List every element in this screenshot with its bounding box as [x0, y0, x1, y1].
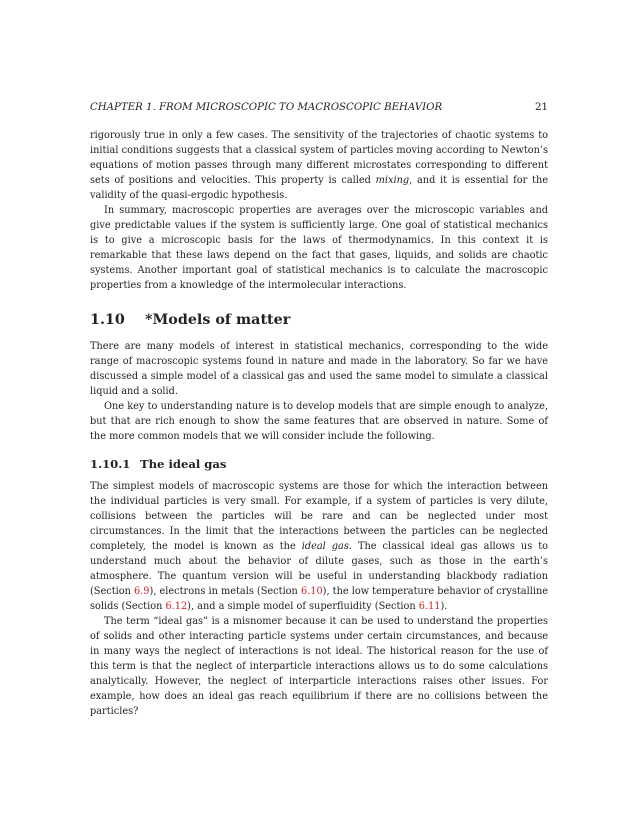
subsection-title: The ideal gas — [140, 457, 227, 471]
paragraph — [90, 128, 548, 203]
section-heading — [90, 311, 548, 329]
section-link[interactable]: 6.11 — [418, 601, 441, 612]
text-run: The simplest models of macroscopic systems are those for which the interaction between the individual particles is very small. For example, if a system of particles is very dilute, collisions between the particles will be rare and can be neglected under most circumstances. In the limit that the interactions between the particles can be neglected completely, the model is known as the — [90, 481, 548, 552]
paragraph: There are many models of interest in statistical mechanics, corresponding to the wide range of macroscopic systems found in nature and made in the laboratory. So far we have discussed a simple model of a classical gas and used the same model to simulate a classical liquid and a solid. — [90, 341, 548, 397]
text-run: ), the low temperature behavior of crystalline solids (Section — [90, 586, 549, 612]
paragraph: In summary, macroscopic properties are averages over the microscopic variables and give predictable values if the system is sufficiently large. One goal of statistical mechanics is to give a microscopic basis for the laws of thermodynamics. In this context it is remarkable that these laws depend on the fact that gases, liquids, and solids are chaotic systems. Another important goal of statistical mechanics is to calculate the macroscopic properties from a knowledge of the intermolecular interactions. — [90, 205, 548, 291]
emphasis: ideal gas — [301, 541, 349, 552]
paragraph: The term “ideal gas” is a misnomer because it can be used to understand the properties of solids and other interacting particle systems under certain circumstances, and because in many ways the neglect of interactions is not ideal. The historical reason for the use of this term is that the neglect of interparticle interactions allows us to do some calculations analytically. However, the neglect of interparticle interactions raises other issues. For example, how does an ideal gas reach equilibrium if there are no collisions between the particles? — [90, 616, 548, 717]
paragraph — [90, 479, 548, 614]
chapter-title: CHAPTER 1. FROM MICROSCOPIC TO MACROSCOPIC BEHAVIOR — [90, 102, 443, 113]
emphasis: mixing — [375, 175, 410, 186]
section-link[interactable]: 6.12 — [165, 601, 188, 612]
paragraph: One key to understanding nature is to develop models that are simple enough to analyze, but that are rich enough to show the same features that are observed in nature. Some of the more common models that we will consider include the following. — [90, 401, 548, 442]
page-number: 21 — [535, 102, 548, 113]
section-number: 1.10 — [90, 312, 125, 328]
subsection-number: 1.10.1 — [90, 457, 131, 471]
text-run: ), electrons in metals (Section — [149, 586, 301, 597]
text-run: . The classical ideal gas allows us to understand much about the behavior of dilute gases, such as those in the earth’s atmosphere. The quantum version will be useful in understanding blackbody radiation (Section — [90, 541, 548, 597]
text-run: ). — [440, 601, 448, 612]
subsection-heading — [90, 457, 548, 472]
text-run: rigorously true in only a few cases. The sensitivity of the trajectories of chaotic systems to initial conditions suggests that a classical system of particles moving according to Newton’s equations of motion passes through many different microstates corresponding to different sets of positions and velocities. This property is called — [90, 130, 548, 186]
section-link[interactable]: 6.10 — [300, 586, 323, 597]
running-header — [90, 102, 548, 113]
section-title: *Models of matter — [145, 312, 291, 328]
text-run: , and it is essential for the validity of the quasi-ergodic hypothesis. — [90, 175, 549, 201]
body-text — [90, 128, 548, 719]
text-run: ), and a simple model of superfluidity (Section — [187, 601, 419, 612]
section-link[interactable]: 6.9 — [134, 586, 150, 597]
